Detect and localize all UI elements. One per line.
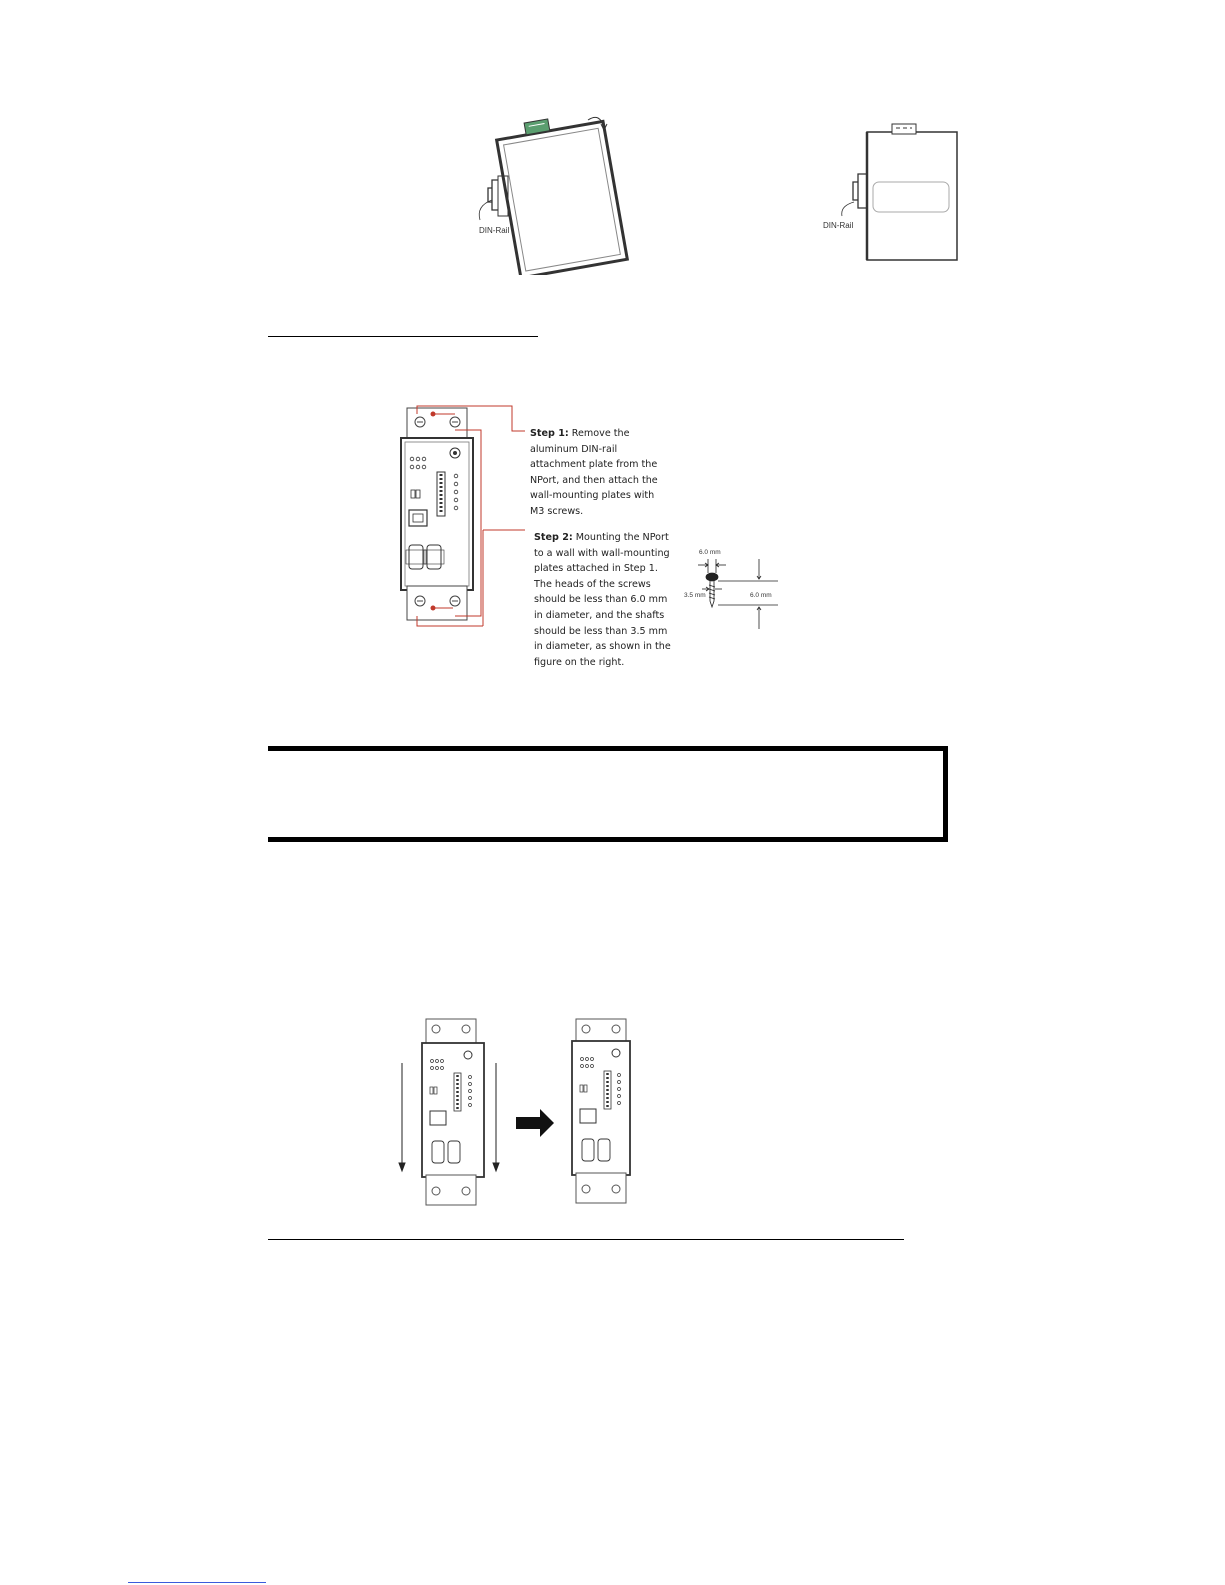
- step2-text: [534, 530, 676, 670]
- din-rail-label-right: DIN-Rail: [823, 221, 854, 230]
- footer-link-underline[interactable]: [128, 1582, 266, 1583]
- screw-dimension-figure: [680, 545, 780, 635]
- din-rail-mount-figure: [470, 110, 670, 275]
- din-rail-label-left: DIN-Rail: [479, 226, 510, 235]
- step1-text: [530, 426, 670, 520]
- dim-shaft-label: 3.5 mm: [684, 592, 706, 599]
- slide-mount-figure: [390, 1015, 640, 1210]
- step1-label: Step 1:: [530, 428, 569, 439]
- tilted-device: [495, 110, 628, 275]
- section-rule-2: [268, 1239, 904, 1240]
- din-rail-mounted-figure: [840, 118, 965, 268]
- step1-body: Remove the aluminum DIN-rail attachment plate from the NPort, and then attach the wall-mounting plates with M3 screws.: [530, 428, 658, 517]
- dim-head-label: 6.0 mm: [699, 549, 721, 556]
- note-box: [268, 746, 948, 842]
- device-before: [422, 1019, 484, 1205]
- step2-body: Mounting the NPort to a wall with wall-mounting plates attached in Step 1. The heads of the screws should be less than 6.0 mm in diameter, and the shafts should be less than 3.5 mm in diameter, as shown in the figure on the right.: [534, 532, 671, 668]
- wall-mount-device-figure: [395, 400, 525, 630]
- step2-label: Step 2:: [534, 532, 573, 543]
- device-after: [572, 1019, 630, 1203]
- section-rule-1: [268, 336, 538, 337]
- dim-length-label: 6.0 mm: [750, 592, 772, 599]
